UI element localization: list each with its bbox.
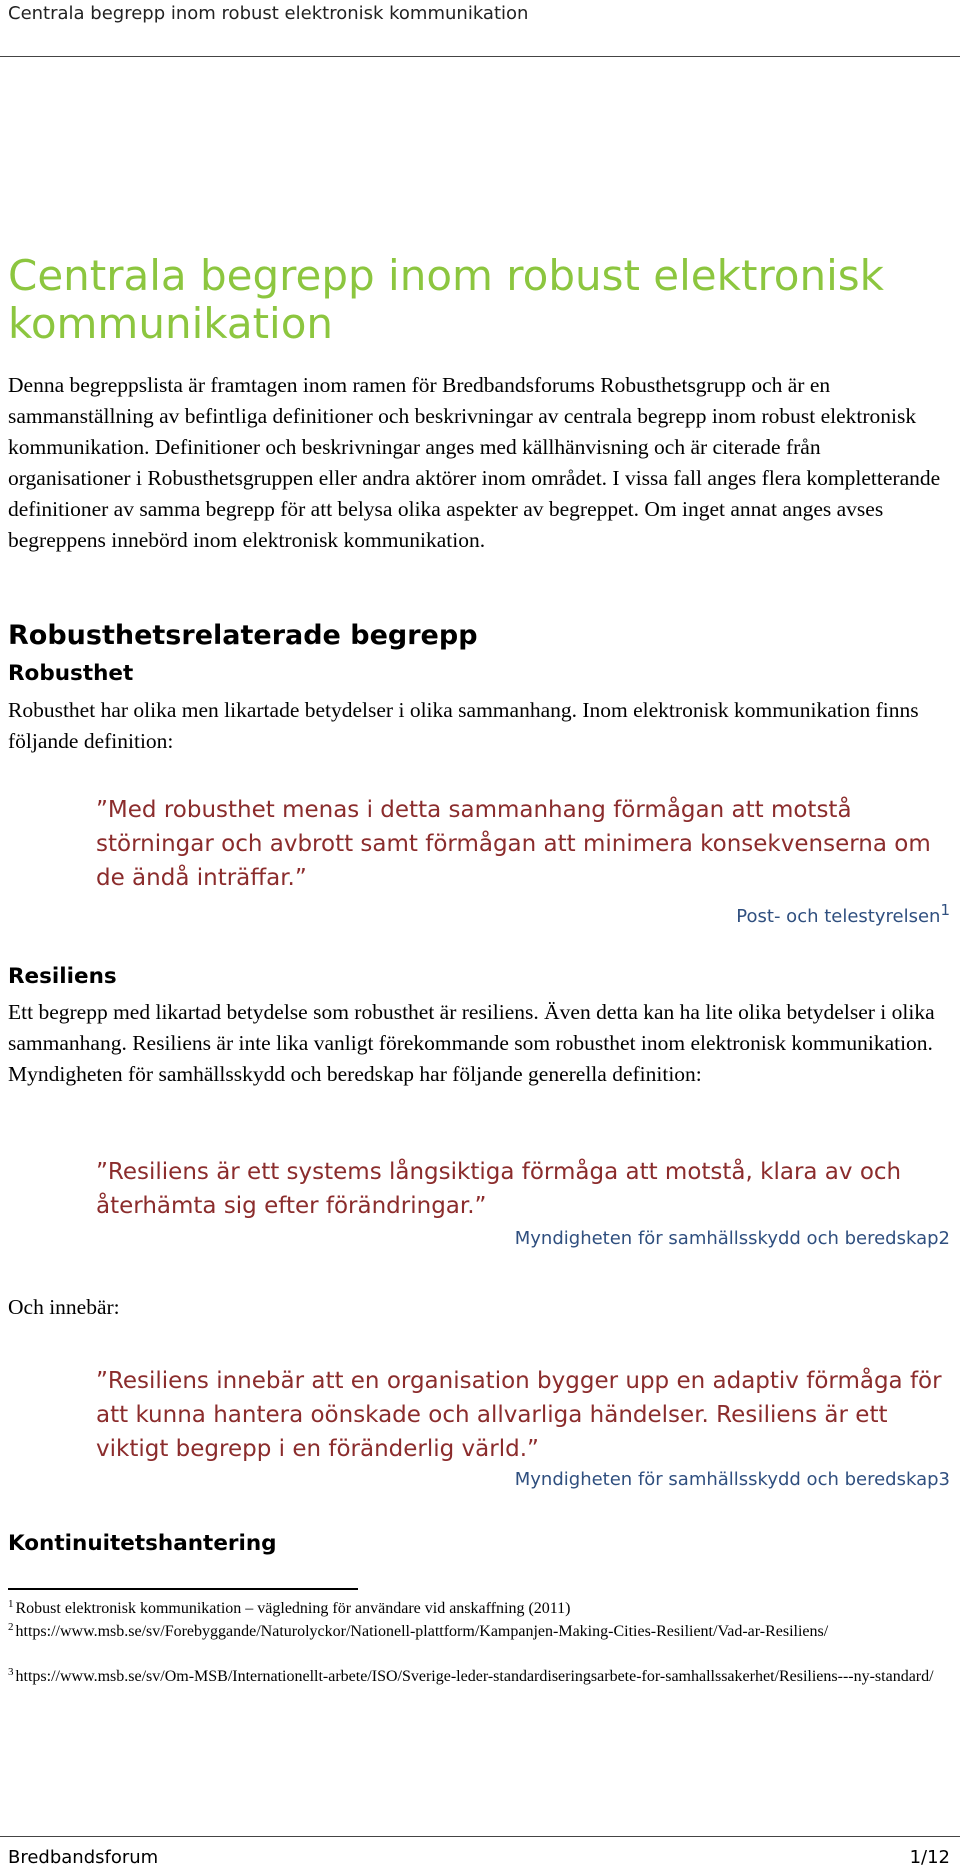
running-header-title: Centrala begrepp inom robust elektronisk kommunikation [8, 3, 529, 24]
footnote-3-link[interactable]: https://www.msb.se/sv/Om-MSB/Internationellt-arbete/ISO/Sverige-leder-standardiseringsarbete-for-samhallssakerhet/Resiliens---ny-standard/ [15, 1668, 934, 1685]
footnote-3-number: 3 [8, 1665, 14, 1678]
resiliens-attribution-2: Myndigheten för samhällsskydd och beredskap3 [514, 1469, 950, 1490]
footnote-3 [8, 1666, 953, 1687]
robusthet-heading: Robusthet [8, 661, 134, 686]
kontinuitet-heading: Kontinuitetshantering [8, 1531, 277, 1556]
footnote-2 [8, 1621, 953, 1642]
resiliens-heading: Resiliens [8, 964, 117, 989]
footnote-1-text: Robust elektronisk kommunikation – vägledning för användare vid anskaffning (2011) [15, 1600, 571, 1617]
page-number: 1/12 [909, 1847, 950, 1868]
och-innebar-label: Och innebär: [8, 1295, 120, 1319]
footnote-1-number: 1 [8, 1597, 14, 1610]
footnote-2-link[interactable]: https://www.msb.se/sv/Forebyggande/Naturolyckor/Nationell-plattform/Kampanjen-Making-Cities-Resilient/Vad-ar-Resiliens/ [15, 1623, 829, 1640]
robusthet-attribution [736, 898, 950, 929]
footer-organization: Bredbandsforum [8, 1847, 159, 1868]
intro-paragraph: Denna begreppslista är framtagen inom ramen för Bredbandsforums Robusthetsgrupp och är en sammanställning av befintliga definitioner och beskrivningar av centrala begrepp inom robust elektronisk kommunikation. Definitioner och beskrivningar anges med källhänvisning och är citerade från organisationer i Robusthetsgruppen eller andra aktörer inom området. I vissa fall anges flera kompletterande definitioner av samma begrepp för att belysa olika aspekter av begreppet. Om inget annat anges avses begreppens innebörd inom elektronisk kommunikation. [8, 373, 941, 552]
section-heading: Robusthetsrelaterade begrepp [8, 620, 478, 651]
resiliens-attribution-1: Myndigheten för samhällsskydd och beredskap2 [514, 1228, 950, 1249]
robusthet-quote: ”Med robusthet menas i detta sammanhang förmågan att motstå störningar och avbrott samt förmågan att minimera konsekvenserna om de ändå inträffar.” [96, 797, 931, 891]
resiliens-quote-2: ”Resiliens innebär att en organisation bygger upp en adaptiv förmåga för att kunna hantera oönskade och allvarliga händelser. Resiliens är ett viktigt begrepp i en föränderlig värld.” [96, 1368, 942, 1462]
robusthet-attribution-source: Post- och telestyrelsen [736, 906, 941, 927]
robusthet-text: Robusthet har olika men likartade betydelser i olika sammanhang. Inom elektronisk kommunikation finns följande definition: [8, 698, 919, 753]
footnote-1 [8, 1598, 953, 1619]
page-footer [0, 1836, 960, 1874]
footnote-ref-1: 1 [940, 901, 950, 919]
footnote-divider [8, 1588, 358, 1590]
footnote-2-number: 2 [8, 1620, 14, 1633]
running-header [0, 0, 960, 57]
resiliens-text: Ett begrepp med likartad betydelse som robusthet är resiliens. Även detta kan ha lite olika betydelser i olika sammanhang. Resiliens är inte lika vanligt förekommande som robusthet inom elektronisk kommunikation. Myndigheten för samhällsskydd och beredskap har följande generella definition: [8, 1000, 935, 1086]
resiliens-quote-1: ”Resiliens är ett systems långsiktiga förmåga att motstå, klara av och återhämta sig efter förändringar.” [96, 1159, 902, 1219]
document-title: Centrala begrepp inom robust elektronisk kommunikation [8, 251, 884, 348]
